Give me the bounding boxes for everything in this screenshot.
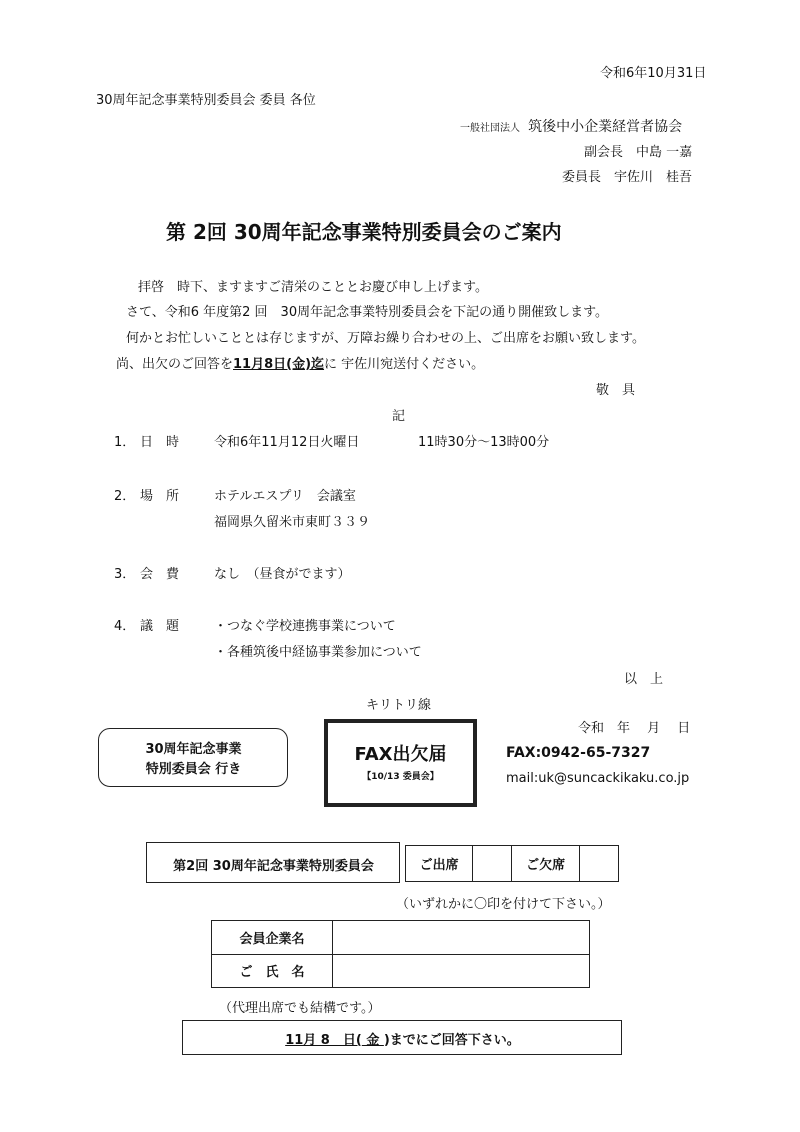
item-4-num: 4． xyxy=(114,619,136,634)
deadline-date: 11月 8 日( xyxy=(285,1033,362,1048)
company-label: 会員企業名 xyxy=(212,921,333,955)
item-2-value: ホテルエスプリ 会議室 xyxy=(214,489,356,504)
item-3-value: なし （昼食がでます） xyxy=(214,567,351,582)
body-line-3: 何かとお忙しいこととは存じますが、万障お繰り合わせの上、ご出席をお願い致します。 xyxy=(126,331,645,346)
present-mark-cell[interactable] xyxy=(473,846,512,882)
body-line-2: さて、令和6 年度第2 回 30周年記念事業特別委員会を下記の通り開催致します。 xyxy=(126,305,609,320)
attendance-table xyxy=(405,845,619,882)
item-1-value: 令和6年11月12日火曜日 xyxy=(214,435,360,450)
ki-mark: 記 xyxy=(392,409,406,424)
fax-recipient-line-1: 30周年記念事業 xyxy=(145,742,242,757)
present-label: ご出席 xyxy=(406,846,473,882)
page-title: 第 2回 30周年記念事業特別委員会のご案内 xyxy=(166,220,562,244)
item-1-label: 日 時 xyxy=(140,435,180,450)
body-line-4 xyxy=(116,353,484,372)
meeting-name: 第2回 30周年記念事業特別委員会 xyxy=(173,859,374,874)
organization xyxy=(460,116,682,136)
item-4-value: ・つなぐ学校連携事業について xyxy=(214,619,396,634)
addressee: 30周年記念事業特別委員会 委員 各位 xyxy=(96,93,316,108)
cut-line-label: キリトリ線 xyxy=(366,698,432,713)
closing-keigu: 敬 具 xyxy=(596,383,636,398)
fax-box-title: FAX出欠届 xyxy=(354,744,447,765)
item-4-value-2: ・各種筑後中経協事業参加について xyxy=(214,645,422,660)
end-mark: 以 上 xyxy=(624,672,664,687)
deadline-text xyxy=(182,1029,623,1048)
item-3-label: 会 費 xyxy=(140,567,180,582)
vice-chair: 副会長 中島 一嘉 xyxy=(584,145,693,160)
org-prefix: 一般社団法人 xyxy=(460,123,520,134)
member-table xyxy=(211,920,590,988)
item-2-num: 2． xyxy=(114,489,136,504)
body-line-1: 拝啓 時下、ますますご清栄のこととお慶び申し上げます。 xyxy=(138,280,488,295)
reply-request-suffix: に 宇佐川宛送付ください。 xyxy=(324,357,485,372)
absent-mark-cell[interactable] xyxy=(579,846,618,882)
fax-mail: mail:uk@suncackikaku.co.jp xyxy=(506,771,690,786)
chair: 委員長 宇佐川 桂吾 xyxy=(562,170,693,185)
reply-deadline: 11月8日(金)迄 xyxy=(233,357,325,372)
item-2-address: 福岡県久留米市東町３３９ xyxy=(214,515,371,530)
fax-box-sub: 【10/13 委員会】 xyxy=(362,772,439,782)
fax-date-line: 令和 年 月 日 xyxy=(578,721,691,736)
deadline-day: 金 xyxy=(361,1033,384,1048)
absent-label: ご欠席 xyxy=(512,846,579,882)
item-3-num: 3． xyxy=(114,567,136,582)
proxy-note: （代理出席でも結構です。） xyxy=(219,1001,381,1016)
org-name: 筑後中小企業経営者協会 xyxy=(528,119,683,135)
document-date: 令和6年10月31日 xyxy=(600,66,707,81)
reply-request-prefix: 尚、出欠のご回答を xyxy=(116,357,234,372)
name-label: ご 氏 名 xyxy=(212,954,333,988)
item-1-time: 11時30分～13時00分 xyxy=(418,435,550,450)
fax-recipient-line-2: 特別委員会 行き xyxy=(145,762,242,777)
deadline-suffix: )までにご回答下さい。 xyxy=(383,1033,520,1048)
item-4-label: 議 題 xyxy=(140,619,180,634)
item-1-num: 1． xyxy=(114,435,136,450)
name-input-cell[interactable] xyxy=(333,954,590,988)
company-input-cell[interactable] xyxy=(333,921,590,955)
item-2-label: 場 所 xyxy=(140,489,180,504)
fax-number: FAX:0942-65-7327 xyxy=(506,745,651,761)
attendance-note: （いずれかに〇印を付けて下さい。） xyxy=(396,897,611,912)
